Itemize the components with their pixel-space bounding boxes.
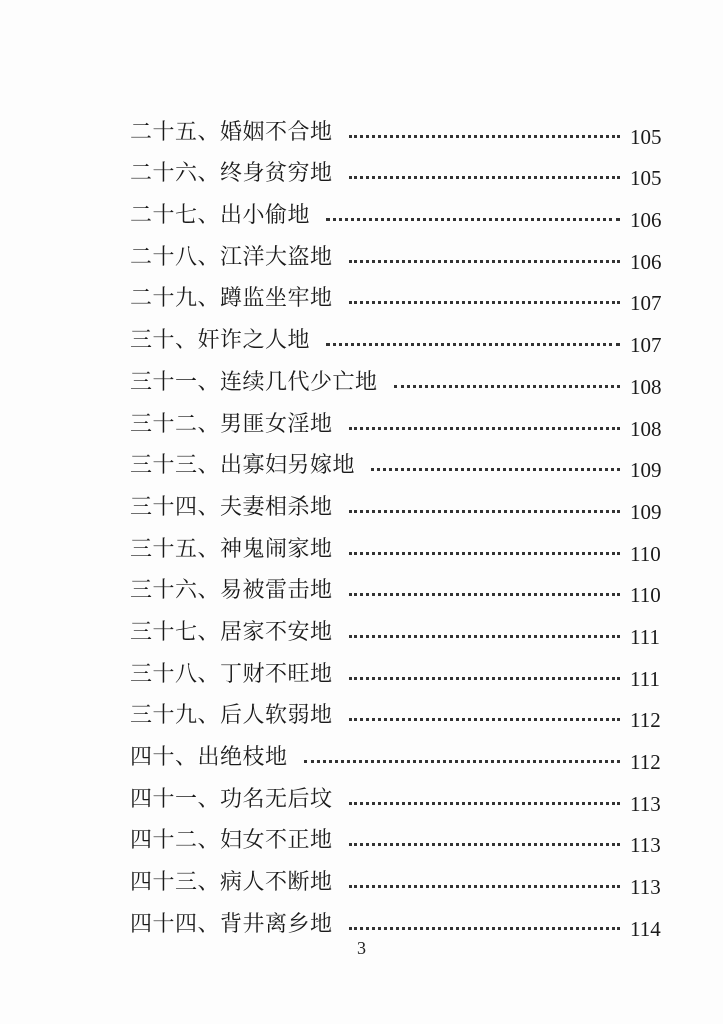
toc-entry-title: 二十八、江洋大盗地 bbox=[130, 244, 333, 270]
toc-entry bbox=[130, 354, 670, 399]
toc-entry-page: 105 bbox=[630, 166, 662, 191]
toc-leader-dots bbox=[349, 176, 620, 179]
toc-entry-title: 三十、奸诈之人地 bbox=[130, 328, 311, 354]
toc-entry-page: 108 bbox=[630, 374, 662, 399]
toc-entry-page: 113 bbox=[630, 833, 661, 858]
toc-entry-page: 108 bbox=[630, 416, 662, 441]
toc-entry-title: 二十九、蹲监坐牢地 bbox=[130, 286, 333, 312]
toc-leader-dots bbox=[349, 843, 620, 846]
toc-entry bbox=[130, 813, 670, 858]
toc-entry bbox=[130, 312, 670, 358]
toc-leader-dots bbox=[349, 635, 620, 638]
toc-entry-title: 四十四、背井离乡地 bbox=[130, 911, 333, 937]
toc-entry-title: 四十、出绝枝地 bbox=[130, 745, 288, 770]
toc-entry-title: 三十三、出寡妇另嫁地 bbox=[130, 453, 356, 479]
toc-leader-dots bbox=[349, 718, 620, 721]
toc-entry-page: 110 bbox=[630, 583, 661, 608]
toc-entry bbox=[130, 271, 670, 316]
toc-leader-dots bbox=[349, 552, 620, 555]
toc-entry-title: 三十九、后人软弱地 bbox=[130, 703, 333, 729]
toc-entry-title: 三十一、连续几代少亡地 bbox=[130, 369, 378, 395]
toc-entry-title: 二十五、婚姻不合地 bbox=[130, 119, 333, 145]
toc-entry bbox=[130, 729, 670, 774]
toc-entry-page: 106 bbox=[630, 208, 662, 233]
toc-entry bbox=[130, 521, 670, 566]
toc-entry-title: 三十七、居家不安地 bbox=[130, 619, 333, 645]
toc-leader-dots bbox=[349, 593, 620, 596]
toc-leader-dots bbox=[349, 427, 620, 430]
toc-entry-page: 109 bbox=[630, 458, 662, 483]
toc-entry bbox=[130, 187, 670, 233]
toc-entry-title: 四十二、妇女不正地 bbox=[130, 828, 333, 854]
toc-entry bbox=[130, 688, 670, 733]
toc-entry bbox=[130, 896, 670, 941]
toc-entry-page: 114 bbox=[630, 916, 661, 941]
toc-entry-page: 111 bbox=[630, 624, 660, 649]
toc-entry-title: 三十五、神鬼闹家地 bbox=[130, 536, 333, 562]
toc-entry bbox=[130, 479, 670, 524]
toc-entry-title: 三十八、丁财不旺地 bbox=[130, 661, 333, 687]
toc-entry-page: 106 bbox=[630, 249, 662, 274]
toc-entry-page: 111 bbox=[630, 666, 660, 691]
toc-entry-title: 三十四、夫妻相杀地 bbox=[130, 494, 333, 520]
toc-leader-dots bbox=[349, 885, 620, 888]
toc-entry bbox=[130, 396, 670, 441]
toc-entry-page: 113 bbox=[630, 875, 661, 900]
toc-leader-dots bbox=[304, 760, 620, 763]
toc-entry bbox=[130, 146, 670, 191]
toc-entry-page: 113 bbox=[630, 791, 661, 816]
toc-entry-page: 110 bbox=[630, 541, 661, 566]
toc-entry-title: 二十六、终身贫穷地 bbox=[130, 161, 333, 187]
toc-leader-dots bbox=[349, 802, 620, 805]
toc-entry bbox=[130, 229, 670, 274]
toc-entry bbox=[130, 104, 670, 149]
toc-leader-dots bbox=[349, 510, 620, 513]
toc-leader-dots bbox=[349, 677, 620, 680]
toc-entry-page: 112 bbox=[630, 750, 661, 774]
toc-entry bbox=[130, 771, 670, 816]
toc-entry bbox=[130, 646, 670, 691]
toc-leader-dots bbox=[349, 135, 620, 138]
toc-leader-dots bbox=[326, 343, 620, 346]
toc-entry-page: 109 bbox=[630, 499, 662, 524]
toc-leader-dots bbox=[326, 218, 620, 221]
toc-entry-title: 四十三、病人不断地 bbox=[130, 870, 333, 896]
toc-entry-page: 105 bbox=[630, 124, 662, 149]
toc-entry bbox=[130, 563, 670, 608]
toc-leader-dots bbox=[371, 468, 620, 471]
table-of-contents bbox=[130, 104, 670, 941]
toc-entry-page: 112 bbox=[630, 708, 661, 733]
toc-entry-title: 三十二、男匪女淫地 bbox=[130, 411, 333, 437]
toc-leader-dots bbox=[349, 927, 620, 930]
toc-leader-dots bbox=[349, 260, 620, 263]
toc-entry-page: 107 bbox=[630, 291, 662, 316]
toc-entry bbox=[130, 438, 670, 483]
toc-entry bbox=[130, 854, 670, 900]
toc-entry-title: 二十七、出小偷地 bbox=[130, 203, 311, 229]
page-number: 3 bbox=[357, 938, 366, 958]
toc-entry-title: 三十六、易被雷击地 bbox=[130, 578, 333, 604]
toc-leader-dots bbox=[349, 301, 620, 304]
toc-entry bbox=[130, 604, 670, 649]
toc-entry-title: 四十一、功名无后坟 bbox=[130, 786, 333, 812]
toc-entry-page: 107 bbox=[630, 333, 662, 358]
toc-leader-dots bbox=[394, 385, 620, 388]
